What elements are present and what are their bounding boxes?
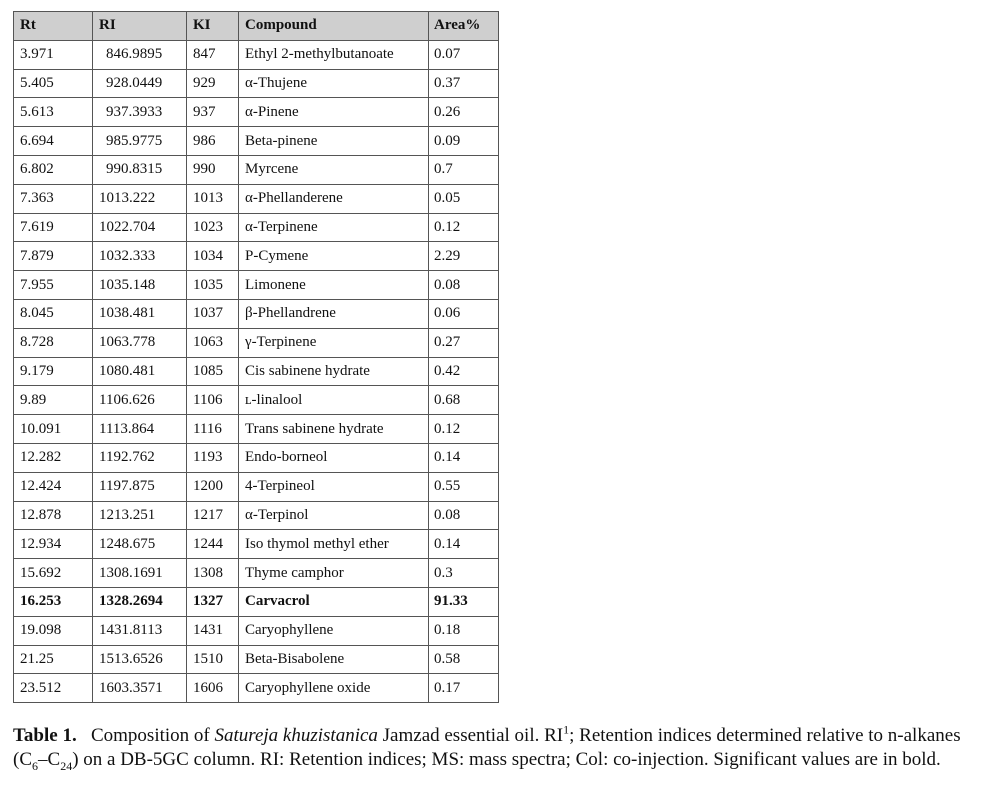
table-row — [14, 40, 499, 69]
cell-ri: 1431.8113 — [93, 616, 187, 645]
cell-rt: 12.424 — [14, 472, 93, 501]
cell-rt: 12.282 — [14, 443, 93, 472]
cell-compound: Thyme camphor — [239, 559, 429, 588]
cell-compound: Limonene — [239, 271, 429, 300]
cell-rt: 8.728 — [14, 328, 93, 357]
table-row — [14, 443, 499, 472]
cell-ri: 1308.1691 — [93, 559, 187, 588]
header-ki: KI — [187, 12, 239, 41]
caption-subscript-2: 24 — [60, 758, 73, 773]
cell-area: 0.7 — [429, 155, 499, 184]
cell-ki: 1327 — [187, 587, 239, 616]
cell-ki: 990 — [187, 155, 239, 184]
cell-ri: 1603.3571 — [93, 674, 187, 703]
table-row — [14, 645, 499, 674]
cell-compound: Beta-Bisabolene — [239, 645, 429, 674]
cell-rt: 23.512 — [14, 674, 93, 703]
cell-rt: 19.098 — [14, 616, 93, 645]
table-row — [14, 271, 499, 300]
cell-ki: 1431 — [187, 616, 239, 645]
cell-compound: α-Terpinene — [239, 213, 429, 242]
cell-ri: 846.9895 — [93, 40, 187, 69]
cell-ki: 1085 — [187, 357, 239, 386]
cell-compound: ʟ-linalool — [239, 386, 429, 415]
cell-rt: 9.179 — [14, 357, 93, 386]
cell-compound: Myrcene — [239, 155, 429, 184]
cell-area: 0.42 — [429, 357, 499, 386]
cell-ki: 1034 — [187, 242, 239, 271]
cell-area: 0.3 — [429, 559, 499, 588]
cell-ki: 1200 — [187, 472, 239, 501]
cell-compound: Beta-pinene — [239, 127, 429, 156]
cell-ki: 847 — [187, 40, 239, 69]
cell-ri: 985.9775 — [93, 127, 187, 156]
cell-ri: 1248.675 — [93, 530, 187, 559]
cell-ki: 929 — [187, 69, 239, 98]
cell-compound: α-Thujene — [239, 69, 429, 98]
cell-compound: α-Terpinol — [239, 501, 429, 530]
cell-area: 0.14 — [429, 530, 499, 559]
table-row — [14, 357, 499, 386]
caption-dash: –C — [38, 749, 61, 770]
header-area: Area% — [429, 12, 499, 41]
cell-ri: 1213.251 — [93, 501, 187, 530]
cell-rt: 12.934 — [14, 530, 93, 559]
cell-rt: 6.802 — [14, 155, 93, 184]
cell-compound: Caryophyllene — [239, 616, 429, 645]
cell-area: 0.27 — [429, 328, 499, 357]
caption-subscript-1: 6 — [32, 758, 38, 773]
cell-compound: Trans sabinene hydrate — [239, 415, 429, 444]
table-row — [14, 69, 499, 98]
cell-ri: 1035.148 — [93, 271, 187, 300]
table-row — [14, 559, 499, 588]
cell-ki: 1606 — [187, 674, 239, 703]
cell-area: 2.29 — [429, 242, 499, 271]
cell-ki: 1037 — [187, 299, 239, 328]
cell-ki: 1013 — [187, 184, 239, 213]
cell-area: 0.17 — [429, 674, 499, 703]
cell-ri: 1080.481 — [93, 357, 187, 386]
cell-area: 0.18 — [429, 616, 499, 645]
cell-ki: 1217 — [187, 501, 239, 530]
cell-compound: Carvacrol — [239, 587, 429, 616]
cell-area: 0.05 — [429, 184, 499, 213]
cell-ri: 990.8315 — [93, 155, 187, 184]
caption-text-3: ; Retention indices determined relative to n-alkanes (C — [13, 725, 961, 770]
cell-compound: Cis sabinene hydrate — [239, 357, 429, 386]
cell-compound: Endo-borneol — [239, 443, 429, 472]
cell-compound: Ethyl 2-methylbutanoate — [239, 40, 429, 69]
cell-rt: 8.045 — [14, 299, 93, 328]
table-row — [14, 127, 499, 156]
cell-area: 0.37 — [429, 69, 499, 98]
table-row — [14, 587, 499, 616]
cell-ki: 1510 — [187, 645, 239, 674]
cell-area: 0.12 — [429, 415, 499, 444]
caption-label: Table 1. — [13, 725, 77, 746]
cell-ki: 1023 — [187, 213, 239, 242]
cell-area: 0.09 — [429, 127, 499, 156]
cell-ki: 1035 — [187, 271, 239, 300]
cell-compound: 4-Terpineol — [239, 472, 429, 501]
cell-ri: 1063.778 — [93, 328, 187, 357]
cell-rt: 7.955 — [14, 271, 93, 300]
cell-ri: 1013.222 — [93, 184, 187, 213]
caption-text-1: Composition of — [90, 725, 215, 746]
cell-rt: 3.971 — [14, 40, 93, 69]
cell-rt: 15.692 — [14, 559, 93, 588]
cell-ri: 1032.333 — [93, 242, 187, 271]
table-caption — [13, 724, 998, 772]
cell-ki: 1063 — [187, 328, 239, 357]
table-header-row — [14, 12, 499, 41]
cell-rt: 21.25 — [14, 645, 93, 674]
header-rt: Rt — [14, 12, 93, 41]
cell-compound: α-Phellanderene — [239, 184, 429, 213]
cell-rt: 16.253 — [14, 587, 93, 616]
cell-area: 0.08 — [429, 501, 499, 530]
cell-rt: 6.694 — [14, 127, 93, 156]
cell-rt: 12.878 — [14, 501, 93, 530]
cell-ki: 1116 — [187, 415, 239, 444]
cell-rt: 5.405 — [14, 69, 93, 98]
table-row — [14, 242, 499, 271]
cell-rt: 7.879 — [14, 242, 93, 271]
cell-ri: 937.3933 — [93, 98, 187, 127]
table-row — [14, 328, 499, 357]
cell-area: 0.08 — [429, 271, 499, 300]
cell-area: 91.33 — [429, 587, 499, 616]
cell-ri: 1106.626 — [93, 386, 187, 415]
cell-area: 0.26 — [429, 98, 499, 127]
cell-area: 0.68 — [429, 386, 499, 415]
table-row — [14, 98, 499, 127]
cell-compound: P-Cymene — [239, 242, 429, 271]
header-compound: Compound — [239, 12, 429, 41]
cell-rt: 5.613 — [14, 98, 93, 127]
cell-ri: 1113.864 — [93, 415, 187, 444]
cell-area: 0.06 — [429, 299, 499, 328]
table-row — [14, 616, 499, 645]
table-row — [14, 213, 499, 242]
cell-area: 0.58 — [429, 645, 499, 674]
table-row — [14, 501, 499, 530]
cell-ri: 1038.481 — [93, 299, 187, 328]
table-row — [14, 674, 499, 703]
cell-ri: 928.0449 — [93, 69, 187, 98]
cell-area: 0.07 — [429, 40, 499, 69]
cell-ri: 1513.6526 — [93, 645, 187, 674]
table-row — [14, 184, 499, 213]
table-row — [14, 155, 499, 184]
table-row — [14, 472, 499, 501]
cell-rt: 10.091 — [14, 415, 93, 444]
table-row — [14, 415, 499, 444]
cell-compound: Caryophyllene oxide — [239, 674, 429, 703]
caption-text-2: Jamzad essential oil. RI — [377, 725, 564, 746]
cell-compound: γ-Terpinene — [239, 328, 429, 357]
cell-area: 0.14 — [429, 443, 499, 472]
cell-ri: 1328.2694 — [93, 587, 187, 616]
compound-table — [13, 11, 499, 703]
cell-ki: 1193 — [187, 443, 239, 472]
table-row — [14, 299, 499, 328]
header-ri: RI — [93, 12, 187, 41]
cell-rt: 7.619 — [14, 213, 93, 242]
caption-text-4: ) on a DB-5GC column. RI: Retention indices; MS: mass spectra; Col: co-injection. Significant values are in bold. — [72, 749, 941, 770]
caption-superscript: 1 — [563, 722, 570, 737]
cell-ki: 937 — [187, 98, 239, 127]
cell-ri: 1197.875 — [93, 472, 187, 501]
cell-rt: 7.363 — [14, 184, 93, 213]
cell-ri: 1192.762 — [93, 443, 187, 472]
cell-compound: β-Phellandrene — [239, 299, 429, 328]
cell-compound: α-Pinene — [239, 98, 429, 127]
cell-compound: Iso thymol methyl ether — [239, 530, 429, 559]
cell-ki: 1244 — [187, 530, 239, 559]
cell-area: 0.12 — [429, 213, 499, 242]
table-body — [14, 40, 499, 702]
caption-species-name: Satureja khuzistanica — [214, 725, 378, 746]
cell-ki: 1106 — [187, 386, 239, 415]
table-row — [14, 530, 499, 559]
cell-ri: 1022.704 — [93, 213, 187, 242]
table-row — [14, 386, 499, 415]
cell-rt: 9.89 — [14, 386, 93, 415]
cell-ki: 986 — [187, 127, 239, 156]
cell-area: 0.55 — [429, 472, 499, 501]
cell-ki: 1308 — [187, 559, 239, 588]
